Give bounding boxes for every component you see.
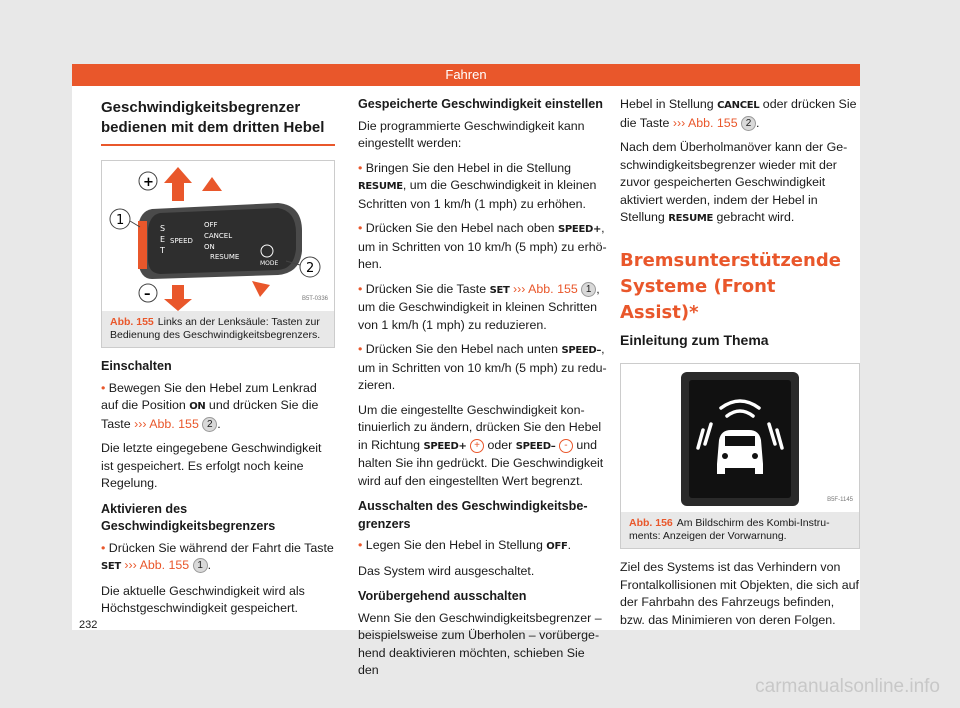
lever-svg — [102, 161, 334, 311]
key-speed-minus: SPEED– — [515, 440, 556, 452]
paragraph: Die letzte eingegebene Geschwindigkeit ist gespeichert. Es erfolgt noch keine Regelung. — [101, 441, 322, 490]
minus-symbol: - — [559, 439, 573, 453]
figure-caption — [102, 311, 334, 347]
arrow-up-icon — [164, 167, 192, 201]
display-svg — [621, 364, 859, 512]
column-1 — [101, 96, 335, 625]
column-3 — [620, 96, 860, 636]
watermark: carmanualsonline.info — [755, 676, 940, 697]
figure-label: Abb. 155 — [110, 316, 154, 328]
lever-tip — [138, 221, 147, 269]
label-t: T — [160, 246, 165, 255]
bullet-text: um in Schritten von 10 km/h (5 mph) zu reduzieren. — [358, 360, 607, 392]
section-heading: Geschwindigkeitsbegrenzer bedienen mit dem dritten Hebel — [101, 98, 335, 146]
car-light-left — [722, 453, 728, 459]
figure-label: Abb. 156 — [629, 517, 673, 529]
figure-caption — [621, 512, 859, 548]
callout-1-label: 1 — [116, 213, 125, 228]
bullet-set: • Drücken Sie die Taste SET ››› Abb. 155 1 , um die Geschwindigkeit in kleinen Schritten von 1 km/h (1 mph) zu reduzieren. — [358, 281, 600, 332]
subheading-voruebergehend: Vorübergehend ausschalten — [358, 589, 527, 603]
figure-caption-text: Am Bildschirm des Kombi-Instruments: Anzeigen der Vorwarnung. — [629, 517, 830, 542]
key-speed-plus: SPEED+ — [558, 224, 602, 235]
figure-ref-link[interactable]: Abb. 155 — [528, 281, 578, 296]
key-off: OFF — [546, 541, 568, 552]
para-text: Nach dem Überholmanöver kann der Geschwindigkeitsbegrenzer wieder mit der zuvor gespeicherten Geschwindigkeit aktiviert werden, indem der Hebel in Stellung — [620, 140, 848, 224]
bullet-dot: • — [358, 221, 363, 235]
bullet-text: Bewegen Sie den Hebel zum Lenkrad auf die Position — [101, 380, 317, 412]
figure-code: B5F-1145 — [827, 496, 853, 503]
figure-ref-link[interactable]: Abb. 155 — [687, 115, 738, 130]
aktivieren-heading: Aktivieren des Geschwindigkeitsbegrenzers — [101, 501, 276, 533]
paragraph-continuous — [358, 402, 608, 491]
paragraph: Ziel des Systems ist das Verhindern von Frontalkollisionen mit Objekten, die sich auf der Fahrbahn des Fahrzeugs befinden, bzw. das Minimieren von deren Folgen. — [620, 560, 859, 627]
para-text: oder drücken Sie die Taste — [620, 97, 857, 130]
bullet-text: um in Schritten von 10 km/h (5 mph) zu erhöhen. — [358, 239, 607, 271]
figure-caption-text: Links an der Lenksäule: Tasten zur Bedienung des Geschwindigkeitsbegrenzers. — [110, 316, 321, 341]
paragraph: Die programmierte Geschwindigkeit kann eingestellt werden: — [358, 118, 585, 150]
ref-arrows: ››› — [134, 416, 147, 431]
label-speed: SPEED — [170, 237, 193, 245]
para-text: Hebel in Stellung — [620, 97, 714, 111]
bullet-dot: • — [101, 380, 106, 395]
key-on: ON — [189, 401, 206, 412]
chapter-heading: Bremsunterstützende Systeme (Front Assist)* — [620, 249, 841, 323]
para-text: Um die eingestellte Geschwindigkeit kontinuierlich zu ändern, drücken Sie den Hebel in Richtung — [358, 402, 602, 452]
bullet-text: Drücken Sie den Hebel nach oben — [365, 221, 555, 235]
label-cancel: CANCEL — [204, 232, 233, 240]
section-header: Fahren — [72, 64, 860, 86]
bullet-speed-minus: • Drücken Sie den Hebel nach unten SPEED–, um in Schritten von 10 km/h (5 mph) zu reduzieren. — [358, 342, 607, 392]
bullet-dot: • — [358, 160, 363, 175]
minus-label: – — [144, 287, 151, 302]
bullet-dot: • — [358, 281, 363, 296]
bullet-aktivieren: • Drücken Sie während der Fahrt die Taste SET ››› Abb. 155 1 . — [101, 540, 334, 572]
key-speed-plus: SPEED+ — [423, 440, 467, 452]
figure-155 — [101, 160, 335, 348]
key-cancel: CANCEL — [717, 100, 760, 111]
paragraph: Das System wird ausgeschaltet. — [358, 563, 535, 578]
para-text: gebracht wird. — [716, 210, 795, 224]
plus-symbol: + — [470, 439, 484, 453]
bullet-dot: • — [101, 540, 106, 555]
bullet-text: um die Geschwindigkeit in kleinen Schritten von 1 km/h (1 mph) zu reduzieren. — [358, 300, 597, 332]
bullet-text: Legen Sie den Hebel in Stellung — [365, 538, 543, 552]
figure-ref-link[interactable]: Abb. 155 — [139, 558, 190, 572]
lever-illustration — [102, 161, 334, 311]
bullet-text: Bringen Sie den Hebel in die Stellung — [365, 160, 572, 175]
car-light-right — [752, 453, 758, 459]
paragraph: Die aktuelle Geschwindigkeit wird als Höchstgeschwindigkeit gespeichert. — [101, 583, 305, 615]
callout-ref: 1 — [581, 282, 596, 297]
figure-156 — [620, 363, 860, 549]
bullet-einschalten: • Bewegen Sie den Hebel zum Lenkrad auf die Position ON und drücken Sie die Taste ››› Abb. 155 2 . — [101, 380, 319, 431]
label-off: OFF — [204, 221, 218, 229]
arrow-down-icon — [164, 285, 192, 311]
key-set: SET — [101, 561, 121, 572]
bullet-dot: • — [358, 342, 363, 356]
bullet-text: Drücken Sie den Hebel nach unten — [365, 342, 558, 356]
bullet-text: Drücken Sie die Taste — [365, 281, 487, 296]
label-resume: RESUME — [210, 253, 240, 261]
einschalten-heading: Einschalten — [101, 359, 172, 373]
plus-label: + — [143, 175, 154, 190]
arrow-tap-up-icon — [202, 177, 222, 191]
bullet-text: und drücken Sie die Taste — [101, 398, 319, 431]
display-illustration — [621, 364, 859, 512]
para-text: und halten Sie ihn gedrückt. Die Geschwindigkeit wird auf den eingestellten Wert begrenzt. — [358, 437, 604, 488]
callout-ref: 2 — [202, 417, 217, 432]
label-on: ON — [204, 243, 215, 251]
bullet-off: • Legen Sie den Hebel in Stellung OFF. — [358, 538, 572, 552]
arrow-tap-down-icon — [252, 281, 270, 297]
bullet-text: Drücken Sie während der Fahrt die Taste — [108, 540, 334, 555]
label-s: S — [160, 224, 166, 233]
key-resume: RESUME — [358, 181, 403, 192]
figure-code: B5T-0336 — [301, 295, 328, 302]
ref-arrows: ››› — [512, 281, 526, 296]
para-text: oder — [487, 437, 513, 452]
key-set: SET — [489, 284, 510, 296]
callout-ref: 2 — [741, 116, 756, 131]
bullet-resume: • Bringen Sie den Hebel in die Stellung RESUME, um die Geschwindigkeit in kleinen Schritten von 1 km/h (1 mph) zu erhöhen. — [358, 160, 597, 211]
ref-arrows: ››› — [124, 558, 137, 572]
callout-2-label: 2 — [306, 261, 315, 276]
topic-heading: Einleitung zum Thema — [620, 331, 769, 348]
key-resume: RESUME — [668, 213, 714, 224]
paragraph: Wenn Sie den Geschwindigkeitsbegrenzer – beispielsweise zum Überholen – vorübergehend deaktivieren möchten, schieben Sie den — [358, 610, 602, 677]
ref-arrows: ››› — [672, 115, 686, 130]
paragraph-cancel: Hebel in Stellung CANCEL oder drücken Sie die Taste ››› Abb. 155 2 . — [620, 97, 857, 130]
bullet-text: um die Geschwindigkeit in kleinen Schritten von 1 km/h (1 mph) zu erhöhen. — [358, 178, 597, 211]
label-e: E — [160, 235, 166, 244]
label-mode: MODE — [260, 260, 279, 267]
page-number: 232 — [79, 619, 98, 631]
column-2 — [358, 96, 608, 687]
bullet-dot: • — [358, 538, 363, 552]
subheading-ausschalten: Ausschalten des Geschwindigkeitsbegrenzers — [358, 499, 588, 531]
callout-ref: 1 — [193, 558, 208, 573]
bullet-speed-plus: • Drücken Sie den Hebel nach oben SPEED+, um in Schritten von 10 km/h (5 mph) zu erhöhen. — [358, 221, 607, 271]
paragraph-resume — [620, 139, 860, 228]
figure-ref-link[interactable]: Abb. 155 — [149, 416, 199, 431]
car-windshield — [725, 436, 755, 446]
subheading-einstellen: Gespeicherte Geschwindigkeit einstellen — [358, 97, 603, 111]
key-speed-minus: SPEED– — [561, 345, 602, 356]
